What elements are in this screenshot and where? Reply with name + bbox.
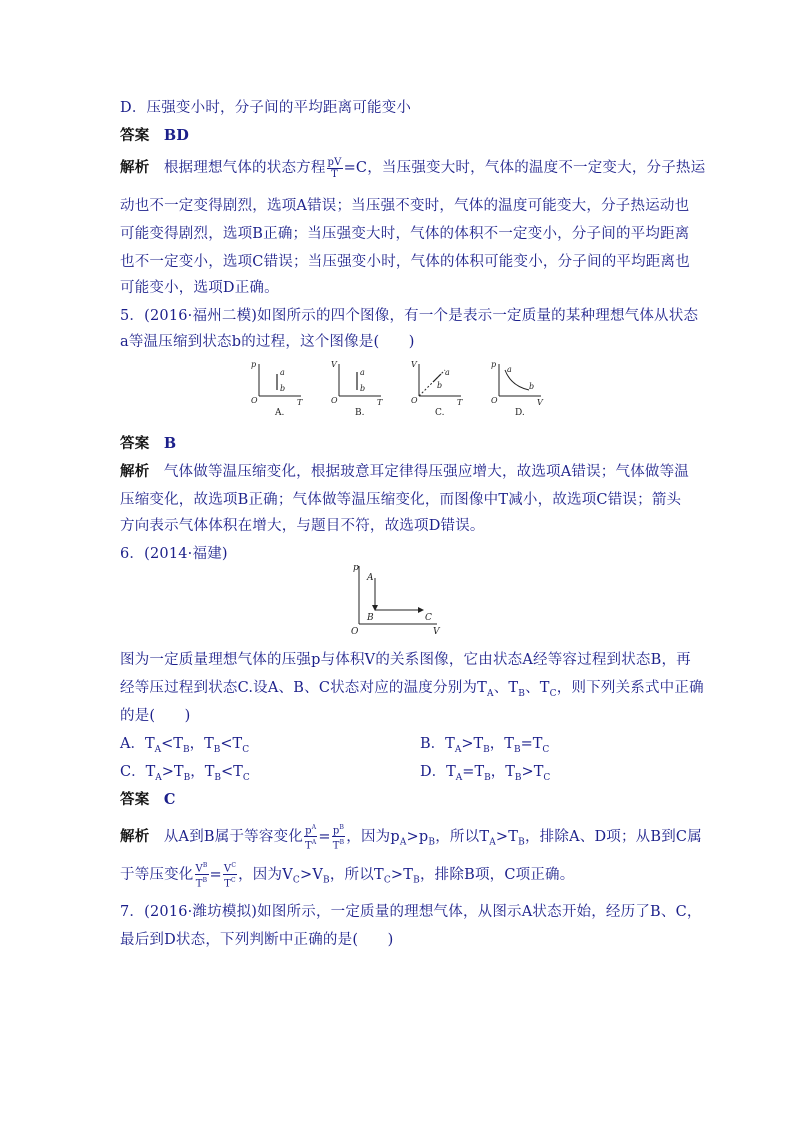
y-label: p [491, 360, 497, 369]
fraction-pv-t: $\frac{pV}{T}$ [327, 156, 342, 180]
point-b-label: b [437, 381, 443, 390]
analysis-text: 根据理想气体的状态方程 [163, 160, 326, 176]
fraction-pb-tb: $\frac{p^B}{T^B}$ [332, 824, 345, 852]
analysis-label: 解析 [120, 159, 150, 176]
fraction-vc-tc: $\frac{V^C}{T^C}$ [223, 862, 237, 890]
graph-a [251, 360, 303, 418]
question-6-header: 6．(2014·福建) [120, 546, 228, 562]
x-label: T [377, 398, 383, 407]
analysis-q5-line-3: 方向表示气体体积在增大，与题目不符，故选项D错误。 [120, 518, 485, 534]
analysis-line-3: 可能变得剧烈，选项B正确；当压强变大时，气体的体积不一定变小，分子间的平均距离 [120, 226, 690, 242]
answer-value: BD [163, 127, 190, 144]
answer-label: 答案 [120, 435, 150, 452]
option-d-line: D．压强变小时，分子间的平均距离可能变小 [120, 100, 412, 116]
graph-caption: A. [275, 408, 285, 418]
analysis-line-2: 动也不一定变得剧烈，选项A错误；当压强不变时，气体的温度可能变大，分子热运动也 [120, 198, 690, 214]
point-b-label: b [360, 384, 366, 393]
analysis-text: =C，当压强变大时，气体的温度不一定变大，分子热运 [343, 160, 706, 176]
origin-label: O [411, 396, 418, 405]
x-label: V [537, 398, 543, 407]
origin-label: O [251, 396, 258, 405]
state-a-label: A [367, 573, 374, 583]
analysis-q6-line-2: 于等压变化 $\frac{V^B}{T^B}$ = $\frac{V^C}{T^C}$ ，因为$V_C>V_B$，所以$T_C>T_B$，排除B项，C项正确。 [120, 862, 575, 890]
answer-value: C [163, 791, 176, 808]
analysis-line-1 [120, 156, 705, 180]
y-label: p [251, 360, 257, 369]
state-c-label: C [425, 613, 432, 623]
x-label: V [433, 627, 440, 637]
state-b-label: B [367, 613, 374, 623]
answer-label: 答案 [120, 127, 150, 144]
question-5-stem-2: a等温压缩到状态b的过程，这个图像是( ) [120, 334, 415, 350]
analysis-line-5: 可能变小，选项D正确。 [120, 280, 279, 296]
answer-row-2 [120, 432, 176, 453]
y-label: V [331, 360, 337, 369]
analysis-q6-line-1: 解析 从A到B属于等容变化 $\frac{p^A}{T^A}$ = $\frac{p^B}{T^B}$ ，因为$p_A>p_B$，所以$T_A>T_B$，排除A、D项；从B到C属 [120, 824, 702, 852]
question-6-stem-1: 图为一定质量理想气体的压强p与体积V的关系图像，它由状态A经等容过程到状态B，再 [120, 652, 691, 668]
point-b-label: b [529, 382, 535, 391]
option-d: D．$T_A=T_B$，$T_B>T_C$ [420, 764, 551, 783]
graph-caption: C. [435, 408, 445, 418]
question-7-stem-2: 最后到D状态，下列判断中正确的是( ) [120, 932, 394, 948]
analysis-q5-line-2: 压缩变化，故选项B正确；气体做等温压缩变化，而图像中T减小，故选项C错误；箭头 [120, 492, 682, 508]
q6-pv-graph [345, 562, 445, 638]
answer-value: B [163, 435, 177, 452]
graph-c [411, 360, 463, 418]
option-b: B．$T_A>T_B$，$T_B=T_C$ [420, 736, 550, 755]
analysis-label: 解析 [120, 463, 150, 480]
question-6-stem-2: 经等压过程到状态C.设A、B、C状态对应的温度分别为$T_A$、$T_B$、$T_C$，则下列关系式中正确 [120, 680, 704, 699]
fraction-vb-tb: $\frac{V^B}{T^B}$ [195, 862, 208, 890]
question-6-stem-3: 的是( ) [120, 708, 191, 724]
y-label: p [353, 563, 359, 573]
analysis-label: 解析 [120, 827, 150, 845]
point-a-label: a [445, 368, 450, 377]
graph-caption: D. [515, 408, 525, 418]
option-d-text [120, 96, 411, 117]
answer-row-3 [120, 788, 176, 809]
origin-label: O [491, 396, 498, 405]
origin-label: O [331, 396, 338, 405]
point-a-label: a [360, 368, 365, 377]
answer-row-1 [120, 124, 189, 145]
y-label: V [411, 360, 417, 369]
point-a-label: a [507, 365, 512, 374]
x-label: T [457, 398, 463, 407]
question-5-stem: 5．(2016·福州二模)如图所示的四个图像，有一个是表示一定质量的某种理想气体从状态 [120, 308, 699, 324]
graph-caption: B. [355, 408, 365, 418]
graph-b [331, 360, 383, 418]
point-b-label: b [280, 384, 286, 393]
x-label: T [297, 398, 303, 407]
graph-d [491, 360, 544, 418]
answer-label: 答案 [120, 791, 150, 808]
origin-label: O [351, 627, 359, 637]
option-c: C．$T_A>T_B$，$T_B<T_C$ [120, 764, 250, 783]
analysis-q5-line-1: 解析 气体做等温压缩变化，根据玻意耳定律得压强应增大，故选项A错误；气体做等温 [120, 463, 690, 480]
fraction-pa-ta: $\frac{p^A}{T^A}$ [304, 824, 317, 852]
q5-graphs [245, 358, 555, 420]
question-7-stem-1: 7．(2016·潍坊模拟)如图所示，一定质量的理想气体，从图示A状态开始，经历了B、C， [120, 904, 702, 920]
option-a: A．$T_A<T_B$，$T_B<T_C$ [120, 736, 250, 755]
analysis-line-4: 也不一定变小，选项C错误；当压强变小时，气体的体积可能变小，分子间的平均距离也 [120, 254, 690, 270]
point-a-label: a [280, 368, 285, 377]
